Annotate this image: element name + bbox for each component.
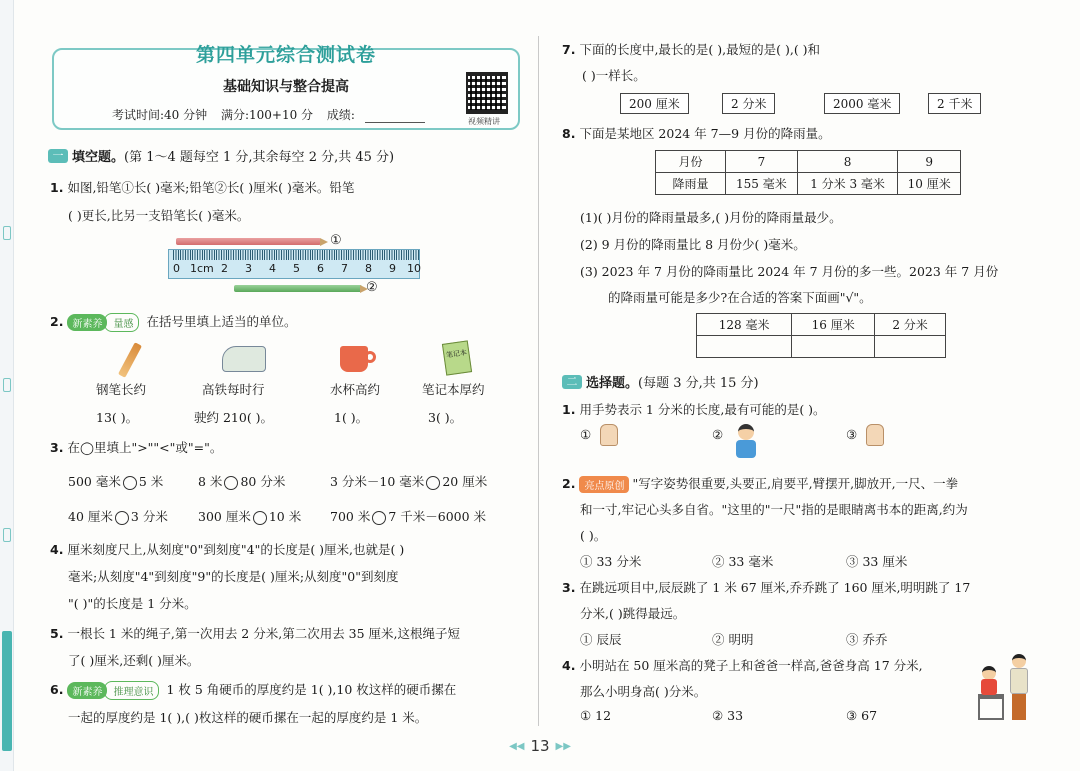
q3-r1c1: 500 毫米 5 米 xyxy=(68,474,164,489)
notebook-icon: 笔记本 xyxy=(442,340,472,375)
prev-arrow-icon: ◀◀ xyxy=(509,741,525,752)
q8-sub3b: 的降雨量可能是多少?在合适的答案下面画"√"。 xyxy=(608,290,872,305)
q4-line3: "( )"的长度是 1 分米。 xyxy=(68,596,197,611)
ruler-label: 10 xyxy=(407,262,421,275)
father-head xyxy=(1012,654,1026,668)
test-info xyxy=(112,106,435,123)
c2-line2: 和一寸,牢记心头多自省。"这里的"一尺"指的是眼睛离书本的距离,约为 xyxy=(580,502,968,517)
section-choice xyxy=(562,372,759,391)
q2-item2-label: 高铁每时行 xyxy=(202,382,265,397)
train-icon xyxy=(222,346,266,372)
ruler-label: 8 xyxy=(365,262,372,275)
table-cell: 16 厘米 xyxy=(792,314,875,336)
column-divider xyxy=(538,36,539,726)
ruler-label: 7 xyxy=(341,262,348,275)
section-note: (每题 3 分,共 15 分) xyxy=(638,376,759,391)
rainfall-table xyxy=(655,150,961,195)
c4-line1: 4. 小明站在 50 厘米高的凳子上和爸爸一样高,爸爸身高 17 分米, xyxy=(562,658,923,673)
hand-gesture-icon xyxy=(866,424,884,446)
c3-line1: 3. 在跳远项目中,辰辰跳了 1 米 67 厘米,乔乔跳了 160 厘米,明明跳了 17 xyxy=(562,580,971,595)
table-row xyxy=(656,151,961,173)
literacy-tag: 新素养 xyxy=(67,314,107,331)
c4-opt2[interactable]: ② 33 xyxy=(712,708,744,723)
strip-marker xyxy=(3,226,11,240)
q1-line1: 1. 如图,铅笔①长( )毫米;铅笔②长( )厘米( )毫米。铅笔 xyxy=(50,180,355,195)
father-legs xyxy=(1012,694,1026,720)
table-header-cell: 月份 xyxy=(656,151,726,173)
table-cell: 7 xyxy=(726,151,798,173)
ruler-label: 4 xyxy=(269,262,276,275)
q4-line1: 4. 厘米刻度尺上,从刻度"0"到刻度"4"的长度是( )厘米,也就是( ) xyxy=(50,542,405,557)
q7-option[interactable]: 2000 毫米 xyxy=(824,93,900,114)
q8-sub3a: (3) 2023 年 7 月份的降雨量比 2024 年 7 月份的多一些。2023 年 7 月份 xyxy=(580,264,999,279)
hand-gesture-icon xyxy=(600,424,618,446)
cup-icon xyxy=(340,346,368,372)
compare-circle[interactable] xyxy=(224,476,238,490)
q7-line2: ( )一样长。 xyxy=(582,68,646,83)
compare-circle[interactable] xyxy=(426,476,440,490)
father-and-son-illustration xyxy=(976,652,1040,722)
q3-r2c1: 40 厘米 3 分米 xyxy=(68,509,168,524)
pencil-2 xyxy=(234,285,362,292)
literacy-tag: 新素养 xyxy=(67,682,107,699)
table-row xyxy=(697,314,946,336)
q5-line2: 了( )厘米,还剩( )厘米。 xyxy=(68,653,200,668)
table-cell: 9 xyxy=(898,151,961,173)
c1-opt3-label[interactable]: ③ xyxy=(846,427,858,442)
father-body xyxy=(1010,668,1028,694)
q3-r2c2: 300 厘米 10 米 xyxy=(198,509,302,524)
strip-marker xyxy=(3,378,11,392)
qr-label: 视频精讲 xyxy=(468,117,500,126)
ruler-label: 6 xyxy=(317,262,324,275)
pencil-2-label: ② xyxy=(366,280,378,295)
q3-r2c3: 700 米 7 千米－6000 米 xyxy=(330,509,487,524)
c3-line2: 分米,( )跳得最远。 xyxy=(580,606,686,621)
q2-item3-answer: 1( )。 xyxy=(334,410,369,425)
qr-code-pattern xyxy=(470,76,504,110)
q2-item4-label: 笔记本厚约 xyxy=(422,382,485,397)
q4-line2: 毫米;从刻度"4"到刻度"9"的长度是( )厘米;从刻度"0"到刻度 xyxy=(68,569,399,584)
c2-line3: ( )。 xyxy=(580,528,607,543)
q2-item3-label: 水杯高约 xyxy=(330,382,381,397)
q2-item2-answer: 驶约 210( )。 xyxy=(194,410,274,425)
pen-icon xyxy=(118,342,142,378)
test-subtitle: 基础知识与整合提高 xyxy=(223,79,349,95)
page-number: 13 xyxy=(530,737,550,755)
table-cell: 8 xyxy=(797,151,898,173)
q2-item1-label: 钢笔长约 xyxy=(96,382,147,397)
q8-sub2: (2) 9 月份的降雨量比 8 月份少( )毫米。 xyxy=(580,237,806,252)
q7-option[interactable]: 2 分米 xyxy=(722,93,775,114)
literacy-subtag: 量感 xyxy=(104,313,139,332)
stool-icon xyxy=(978,694,1004,720)
child-gesture-icon xyxy=(734,424,758,454)
section-badge: 二 xyxy=(562,375,582,389)
c1-line: 1. 用手势表示 1 分米的长度,最有可能的是( )。 xyxy=(562,402,826,417)
section-title: 选择题。 xyxy=(586,376,639,391)
ruler-label: 3 xyxy=(245,262,252,275)
compare-circle[interactable] xyxy=(253,511,267,525)
test-title: 第四单元综合测试卷 xyxy=(195,44,376,66)
section-title: 填空题。 xyxy=(72,150,125,165)
table-header-cell: 降雨量 xyxy=(656,173,726,195)
binding-strip xyxy=(0,0,14,771)
q3-r1c3: 3 分米－10 毫米 20 厘米 xyxy=(330,474,488,489)
check-cell[interactable] xyxy=(697,336,792,358)
ruler-label: 9 xyxy=(389,262,396,275)
ruler-ticks xyxy=(173,250,419,260)
ruler-label: 5 xyxy=(293,262,300,275)
child-body xyxy=(981,679,997,695)
child-head xyxy=(982,666,996,680)
table-cell: 128 毫米 xyxy=(697,314,792,336)
c2-line1: 2. 亮点原创 "写字姿势很重要,头要正,肩要平,臂摆开,脚放开,一尺、一拳 xyxy=(562,476,959,492)
q7-line1: 7. 下面的长度中,最长的是( ),最短的是( ),( )和 xyxy=(562,42,821,57)
strip-marker xyxy=(3,528,11,542)
table-cell: 2 分米 xyxy=(875,314,946,336)
pencil-1-tip xyxy=(320,238,328,246)
next-arrow-icon: ▶▶ xyxy=(555,741,571,752)
q7-option[interactable]: 2 千米 xyxy=(928,93,981,114)
answer-table xyxy=(696,313,946,358)
compare-circle[interactable] xyxy=(123,476,137,490)
c4-line2: 那么小明身高( )分米。 xyxy=(580,684,707,699)
literacy-subtag: 推理意识 xyxy=(104,681,159,700)
section-badge: 一 xyxy=(48,149,68,163)
check-cell[interactable] xyxy=(792,336,875,358)
c2-opt2[interactable]: ② 33 毫米 xyxy=(712,554,774,569)
check-cell[interactable] xyxy=(875,336,946,358)
c4-opt1[interactable]: ① 12 xyxy=(580,708,612,723)
ruler-label: 2 xyxy=(221,262,228,275)
q8-sub1: (1)( )月份的降雨量最多,( )月份的降雨量最少。 xyxy=(580,210,842,225)
ruler xyxy=(168,249,420,279)
q6-line2: 一起的厚度约是 1( ),( )枚这样的硬币摞在一起的厚度约是 1 米。 xyxy=(68,710,428,725)
table-cell: 1 分米 3 毫米 xyxy=(797,173,898,195)
section-note: (第 1～4 题每空 1 分,其余每空 2 分,共 45 分) xyxy=(124,150,395,165)
ruler-label: 1cm xyxy=(190,262,214,275)
c4-opt3[interactable]: ③ 67 xyxy=(846,708,878,723)
table-row xyxy=(697,336,946,358)
c3-opt3[interactable]: ③ 乔乔 xyxy=(846,632,888,647)
section-fill-blank xyxy=(48,146,394,165)
q3-line: 3. 在◯里填上">""<"或"="。 xyxy=(50,440,223,455)
score-blank[interactable] xyxy=(365,111,425,123)
q3-r1c2: 8 米 80 分米 xyxy=(198,474,286,489)
strip-tab xyxy=(2,631,12,751)
c2-opt3[interactable]: ③ 33 厘米 xyxy=(846,554,908,569)
c1-opt2-label[interactable]: ② xyxy=(712,427,724,442)
q7-option[interactable]: 200 厘米 xyxy=(620,93,689,114)
compare-circle[interactable] xyxy=(372,511,386,525)
c2-opt1[interactable]: ① 33 分米 xyxy=(580,554,642,569)
ruler-label: 0 xyxy=(173,262,180,275)
q5-line1: 5. 一根长 1 米的绳子,第一次用去 2 分米,第二次用去 35 厘米,这根绳子短 xyxy=(50,626,461,641)
c3-opt1[interactable]: ① 辰辰 xyxy=(580,632,622,647)
pencil-1 xyxy=(176,238,321,245)
score-label: 成绩: xyxy=(326,108,355,122)
table-row xyxy=(656,173,961,195)
compare-circle[interactable] xyxy=(115,511,129,525)
exam-time: 考试时间:40 分钟 xyxy=(112,108,208,122)
q6-line1: 6. 新素养 推理意识 1 枚 5 角硬币的厚度约是 1( ),10 枚这样的硬币摞在 xyxy=(50,682,457,698)
full-score: 满分:100+10 分 xyxy=(220,108,314,122)
table-cell: 10 厘米 xyxy=(898,173,961,195)
q8-line: 8. 下面是某地区 2024 年 7—9 月份的降雨量。 xyxy=(562,126,831,141)
pencil-1-label: ① xyxy=(330,233,342,248)
c1-opt1-label[interactable]: ① xyxy=(580,427,592,442)
table-cell: 155 毫米 xyxy=(726,173,798,195)
c3-opt2[interactable]: ② 明明 xyxy=(712,632,754,647)
q2-item1-answer: 13( )。 xyxy=(96,410,139,425)
q2-item4-answer: 3( )。 xyxy=(428,410,463,425)
original-tag: 亮点原创 xyxy=(579,476,629,493)
q1-line2: ( )更长,比另一支铅笔长( )毫米。 xyxy=(68,208,250,223)
page-footer xyxy=(0,737,1080,755)
q2-line: 2. 新素养 量感 在括号里填上适当的单位。 xyxy=(50,314,297,330)
